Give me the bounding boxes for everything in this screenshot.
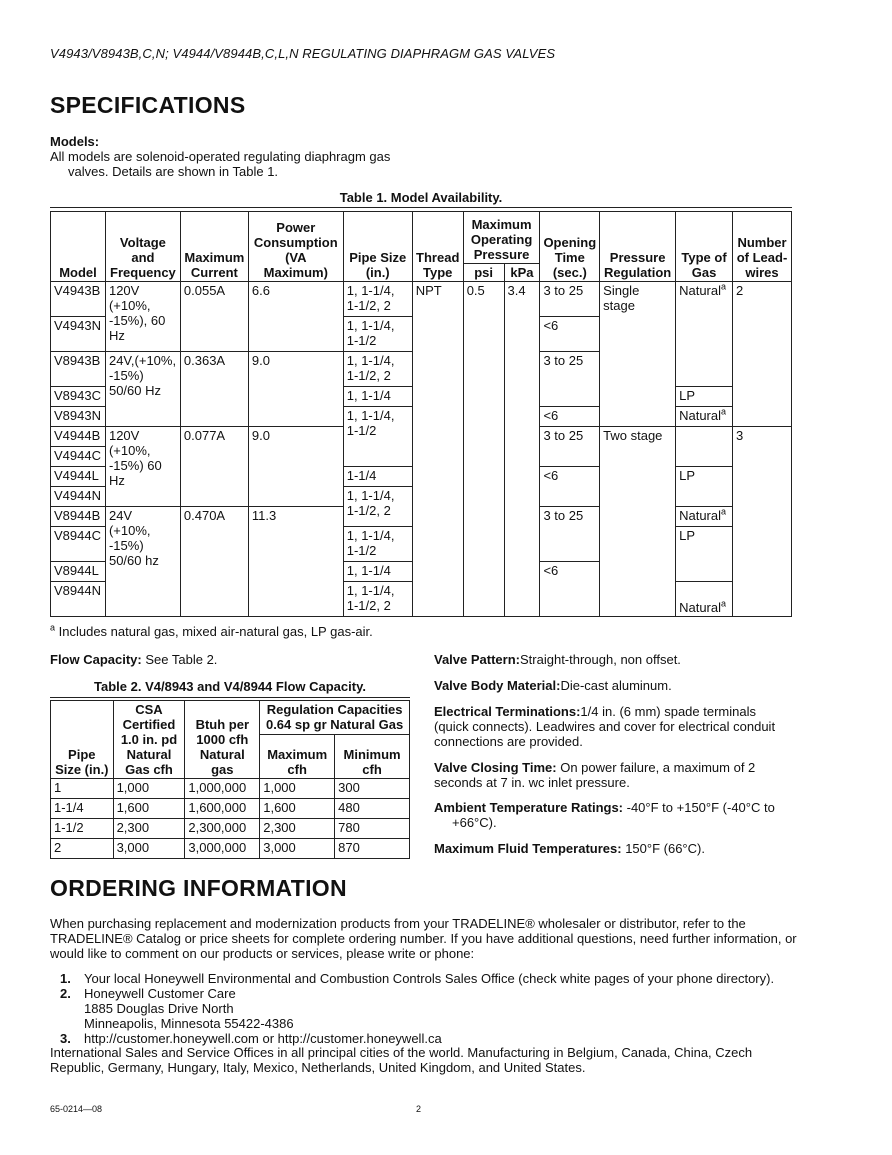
page-number: 2: [416, 1104, 422, 1114]
cell: 2,300: [113, 819, 185, 839]
cell: 1,000: [113, 779, 185, 799]
cell: 1,000: [260, 779, 335, 799]
model-cell: V8944C: [51, 527, 106, 562]
pipe-cell: 1, 1-1/4: [343, 387, 412, 407]
list-number: 2.: [60, 986, 71, 1001]
gas-cell: LP: [676, 467, 733, 507]
spec-text: Die-cast aluminum.: [560, 678, 672, 693]
models-label: Models:: [50, 134, 100, 149]
current-cell: 0.363A: [180, 352, 248, 427]
model-cell: V4943B: [51, 282, 106, 317]
ordering-list: [50, 971, 810, 1046]
opening-cell: <6: [540, 467, 600, 507]
spec-label: Electrical Terminations:: [434, 704, 581, 719]
cell: 2: [51, 839, 114, 859]
thread-cell: NPT: [412, 282, 463, 617]
table1-footnote: [50, 624, 373, 639]
gas-footnote-mark: a: [721, 506, 727, 517]
model-cell: V8944L: [51, 562, 106, 582]
spec-label: Valve Pattern:: [434, 652, 520, 667]
table2-top-rule: [50, 697, 410, 698]
cell: 3,000: [260, 839, 335, 859]
pipe-cell: 1, 1-1/4, 1-1/2, 2: [343, 582, 412, 617]
spec-body-material: [434, 678, 794, 693]
th-opening: Opening Time (sec.): [540, 212, 600, 282]
model-availability-table: [50, 211, 792, 617]
gas-text: Natural: [679, 508, 722, 523]
th-power: Power Consumption (VA Maximum): [248, 212, 343, 282]
current-cell: 0.055A: [180, 282, 248, 352]
th-gas: Type of Gas: [676, 212, 733, 282]
gas-footnote-mark: a: [721, 406, 727, 417]
gas-text: Natural: [679, 283, 722, 298]
list-item: [50, 1031, 810, 1046]
model-cell: V8943B: [51, 352, 106, 387]
pipe-cell: 1, 1-1/4, 1-1/2: [343, 317, 412, 352]
pipe-cell: 1, 1-1/4, 1-1/2: [343, 527, 412, 562]
table-row: [51, 779, 410, 799]
cell: 1,600: [260, 799, 335, 819]
running-header: V4943/V8943B,C,N; V4944/V8944B,C,L,N REGULATING DIAPHRAGM GAS VALVES: [50, 46, 556, 61]
table-row: [51, 799, 410, 819]
cell: 780: [335, 819, 410, 839]
th-thread: Thread Type: [412, 212, 463, 282]
opening-cell: 3 to 25: [540, 282, 600, 317]
list-text: http://customer.honeywell.com or http://customer.honeywell.ca: [84, 1031, 442, 1046]
gas-footnote-mark: a: [721, 281, 727, 292]
th-pipe: Pipe Size (in.): [343, 212, 412, 282]
regulation-cell: Single stage: [600, 282, 676, 427]
pipe-cell: 1, 1-1/4, 1-1/2, 2: [343, 487, 412, 527]
th-minimum: Minimum cfh: [335, 735, 410, 779]
cell: 870: [335, 839, 410, 859]
flow-capacity-label: Flow Capacity:: [50, 652, 142, 667]
gas-cell: LP: [676, 387, 733, 407]
ordering-heading: ORDERING INFORMATION: [50, 875, 347, 901]
model-cell: V4944B: [51, 427, 106, 447]
cell: 1-1/4: [51, 799, 114, 819]
ordering-intro: When purchasing replacement and modernization products from your TRADELINE® wholesaler or distributor, refer to the TRADELINE® Catalog or price sheets for complete ordering number. If you have additional questions, need further information, or would like to comment on our products or services, please write or phone:: [50, 916, 797, 961]
th-maximum: Maximum cfh: [260, 735, 335, 779]
wires-cell: 3: [733, 427, 792, 617]
pipe-cell: 1, 1-1/4, 1-1/2, 2: [343, 352, 412, 387]
opening-cell: <6: [540, 562, 600, 617]
cell: 480: [335, 799, 410, 819]
list-item: [50, 971, 810, 986]
spec-text: On power failure, a maximum of 2 seconds at 7 in. wc inlet pressure.: [434, 760, 756, 790]
model-cell: V8943N: [51, 407, 106, 427]
models-text-line2: valves. Details are shown in Table 1.: [68, 164, 279, 179]
list-text: Your local Honeywell Environmental and Combustion Controls Sales Office (check white pages of your phone directory).: [84, 971, 775, 986]
voltage-cell: 120V (+10%, -15%) 60 Hz: [105, 427, 180, 507]
model-cell: V8944B: [51, 507, 106, 527]
footnote-text: Includes natural gas, mixed air-natural gas, LP gas-air.: [58, 624, 373, 639]
pipe-cell: 1, 1-1/4, 1-1/2, 2: [343, 282, 412, 317]
th-voltage: Voltage and Frequency: [105, 212, 180, 282]
doc-number: 65-0214—08: [50, 1104, 103, 1114]
opening-cell: <6: [540, 407, 600, 427]
power-cell: 9.0: [248, 352, 343, 427]
list-number: 3.: [60, 1031, 71, 1046]
spec-text: 1/4 in. (6 mm) spade terminals (quick connects). Leadwires and cover for electrical conduit connections are provided.: [434, 704, 776, 749]
model-cell: V4943N: [51, 317, 106, 352]
regulation-cell: Two stage: [600, 427, 676, 617]
th-kpa: kPa: [504, 264, 540, 282]
gas-cell: [676, 282, 733, 387]
flow-capacity-table: [50, 700, 410, 859]
voltage-cell: 120V (+10%, -15%), 60 Hz: [105, 282, 180, 352]
th-regulation: Pressure Regulation: [600, 212, 676, 282]
power-cell: 9.0: [248, 427, 343, 507]
model-cell: V4944C: [51, 447, 106, 467]
cell: 1: [51, 779, 114, 799]
opening-cell: 3 to 25: [540, 507, 600, 562]
gas-footnote-mark: a: [721, 598, 727, 609]
opening-cell: 3 to 25: [540, 427, 600, 467]
cell: 1,600,000: [185, 799, 260, 819]
th-csa: CSA Certified 1.0 in. pd Natural Gas cfh: [113, 701, 185, 779]
th-regulation-capacities: Regulation Capacities 0.64 sp gr Natural Gas: [260, 701, 410, 735]
table1-caption: Table 1. Model Availability.: [339, 190, 503, 205]
power-cell: 11.3: [248, 507, 343, 617]
th-pressure: Maximum Operating Pressure: [463, 212, 540, 264]
gas-cell: LP: [676, 527, 733, 582]
table-row: [51, 819, 410, 839]
psi-cell: 0.5: [463, 282, 504, 617]
spec-text: Straight-through, non offset.: [520, 652, 681, 667]
opening-cell: 3 to 25: [540, 352, 600, 407]
models-text-line1: All models are solenoid-operated regulating diaphragm gas: [50, 149, 391, 164]
spec-fluid-temperature: [434, 841, 794, 856]
cell: 3,000,000: [185, 839, 260, 859]
spec-text: -40°F to +150°F (-40°C to +66°C).: [452, 800, 775, 830]
flow-capacity-text: See Table 2.: [145, 652, 218, 667]
current-cell: 0.470A: [180, 507, 248, 617]
list-text: Honeywell Customer Care: [84, 986, 236, 1001]
cell: 1,600: [113, 799, 185, 819]
spec-label: Valve Body Material:: [434, 678, 561, 693]
list-number: 1.: [60, 971, 71, 986]
th-current: Maximum Current: [180, 212, 248, 282]
gas-cell: [676, 582, 733, 617]
th-wires: Number of Lead-wires: [733, 212, 792, 282]
model-cell: V4944N: [51, 487, 106, 507]
spec-label: Maximum Fluid Temperatures:: [434, 841, 622, 856]
spec-label: Ambient Temperature Ratings:: [434, 800, 624, 815]
th-pipe-size: Pipe Size (in.): [51, 701, 114, 779]
table1-top-rule: [50, 207, 792, 208]
cell: 3,000: [113, 839, 185, 859]
specifications-heading: SPECIFICATIONS: [50, 92, 246, 118]
model-cell: V8944N: [51, 582, 106, 617]
table-row: [51, 839, 410, 859]
current-cell: 0.077A: [180, 427, 248, 507]
th-btuh: Btuh per 1000 cfh Natural gas: [185, 701, 260, 779]
gas-cell: [676, 507, 733, 527]
gas-cell: [676, 407, 733, 427]
voltage-cell: 24V (+10%, -15%) 50/60 hz: [105, 507, 180, 617]
cell: 2,300,000: [185, 819, 260, 839]
spec-electrical-terminations: [434, 704, 794, 749]
footnote-mark: a: [50, 622, 56, 633]
gas-text: Natural: [679, 408, 722, 423]
gas-text: Natural: [679, 600, 722, 615]
th-model: Model: [51, 212, 106, 282]
spec-closing-time: [434, 760, 779, 790]
cell: 300: [335, 779, 410, 799]
flow-capacity: [50, 652, 217, 667]
table2-caption: Table 2. V4/8943 and V4/8944 Flow Capacity.: [94, 679, 366, 694]
ordering-closing: International Sales and Service Offices in all principal cities of the world. Manufacturing in Belgium, Canada, China, Czech Republic, Germany, Hungary, Italy, Mexico, Netherlands, United Kingdom, and United States.: [50, 1045, 753, 1075]
pipe-cell: 1, 1-1/4, 1-1/2: [343, 407, 412, 467]
wires-cell: 2: [733, 282, 792, 427]
spec-text: 150°F (66°C).: [621, 841, 705, 856]
model-cell: V4944L: [51, 467, 106, 487]
pipe-cell: 1-1/4: [343, 467, 412, 487]
cell: 2,300: [260, 819, 335, 839]
cell: 1-1/2: [51, 819, 114, 839]
opening-cell: <6: [540, 317, 600, 352]
spec-ambient-temperature: [434, 800, 794, 830]
list-text: Minneapolis, Minnesota 55422-4386: [84, 1016, 294, 1031]
cell: 1,000,000: [185, 779, 260, 799]
th-psi: psi: [463, 264, 504, 282]
power-cell: 6.6: [248, 282, 343, 352]
list-text: 1885 Douglas Drive North: [84, 1001, 234, 1016]
voltage-cell: 24V,(+10%, -15%) 50/60 Hz: [105, 352, 180, 427]
models-section: [50, 134, 450, 179]
list-item: [50, 986, 810, 1001]
pipe-cell: 1, 1-1/4: [343, 562, 412, 582]
model-cell: V8943C: [51, 387, 106, 407]
spec-valve-pattern: [434, 652, 794, 667]
spec-label: Valve Closing Time:: [434, 760, 557, 775]
kpa-cell: 3.4: [504, 282, 540, 617]
gas-cell: [676, 427, 733, 467]
